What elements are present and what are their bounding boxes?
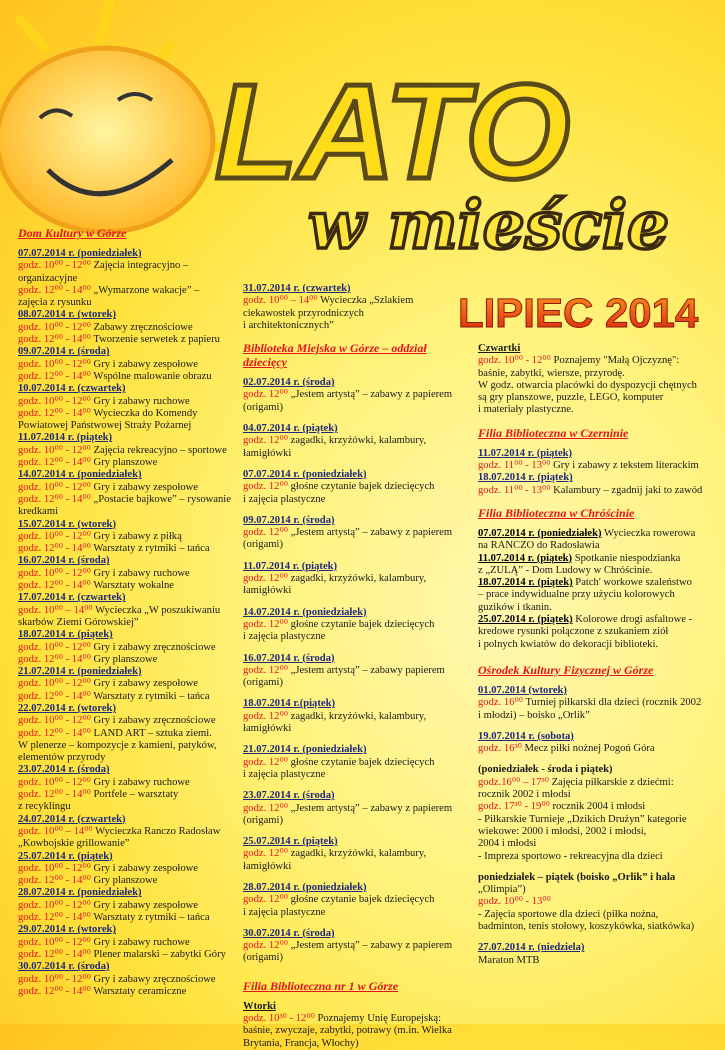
text-line: 17.07.2014 r. (czwartek): [18, 592, 126, 604]
text-line: łamigłówki: [243, 723, 292, 735]
text-line: wiekowe: 2000 i młodsi, 2002 i młodsi,: [478, 825, 647, 837]
text-line: godz. 10³⁰ - 12⁰⁰ Poznajemy Unię Europejską:: [243, 1013, 442, 1025]
text-line: godz. 12⁰⁰ „Jestem artystą” – zabawy z papierem: [243, 940, 453, 952]
text-line: „Olimpia”): [478, 884, 526, 896]
text-line: 21.07.2014 r. (poniedziałek): [18, 666, 142, 678]
text-line: godz. 12⁰⁰ - 14⁰⁰ Warsztaty z rytmiki – tańca: [18, 543, 210, 555]
section-heading-okf: Ośrodek Kultury Fizycznej w Górze: [478, 662, 654, 677]
text-line: łamigłówki: [243, 585, 292, 597]
text-line: godz. 10⁰⁰ - 12⁰⁰ Gry i zabawy ruchowe: [18, 776, 190, 788]
text-line: baśnie, zabytki, wiersze, przyrodę.: [478, 367, 625, 379]
text-line: z recyklingu: [18, 801, 71, 813]
text-line: i zajęcia plastyczne: [243, 493, 326, 505]
schedule-entry: [243, 698, 461, 735]
text-line: godz. 12⁰⁰ - 14⁰⁰ Gry planszowe: [18, 653, 158, 665]
text-line: (origami): [243, 401, 284, 413]
text-line: skarbów Ziemi Górowskiej”: [18, 616, 139, 628]
schedule-entry: [243, 607, 461, 644]
text-line: 31.07.2014 r. (czwartek): [243, 283, 351, 294]
section-heading-filia-1: Filia Biblioteczna nr 1 w Górze: [243, 978, 399, 993]
text-line: 28.07.2014 r. (poniedziałek): [18, 887, 142, 899]
text-line: 16.07.2014 r. (środa): [18, 555, 110, 567]
text-line: godz. 12⁰⁰ - 14⁰⁰ Warsztaty wokalne: [18, 580, 174, 592]
schedule-entry: [243, 790, 461, 827]
text-line: godz. 12⁰⁰ - 14⁰⁰ Plener malarski – zabytki Góry: [18, 948, 226, 960]
schedule-entry: [243, 744, 461, 781]
text-line: - Zajęcia sportowe dla dzieci (piłka nożna,: [478, 908, 659, 920]
text-line: godz. 12⁰⁰ zagadki, krzyżówki, kalambury,: [243, 435, 427, 447]
text-line: 21.07.2014 r. (poniedziałek): [243, 744, 367, 756]
text-line: 30.07.2014 r. (środa): [243, 927, 335, 939]
text-line: godz. 12⁰⁰ „Jestem artystą” – zabawy papierem: [243, 664, 445, 676]
schedule-entry: [243, 469, 461, 506]
text-line: godz. 10⁰⁰ - 12⁰⁰ Gry i zabawy ruchowe: [18, 395, 190, 407]
text-line: badminton, tenis stołowy, koszykówka, siatkówka): [478, 920, 695, 932]
text-line: 11.07.2014 r. (piątek): [18, 432, 113, 444]
schedule-entry: [243, 515, 461, 552]
text-line: godz. 10⁰⁰ - 12⁰⁰ Gry i zabawy ruchowe: [18, 567, 190, 579]
text-line: 27.07.2014 r. (niedziela): [478, 942, 585, 954]
text-line: W plenerze – kompozycje z kamieni, patyków,: [18, 739, 217, 751]
text-line: godz. 12⁰⁰ - 14⁰⁰ Wspólne malowanie obrazu: [18, 370, 212, 382]
text-line: Wtorki: [243, 1000, 276, 1012]
text-line: godz.16⁰⁰ – 17³⁰ Zajęcia piłkarskie z dziećmi:: [478, 776, 674, 788]
text-line: godz. 12⁰⁰ - 14⁰⁰ Tworzenie serwetek z papieru: [18, 334, 220, 346]
schedule-block: [478, 528, 714, 651]
text-line: 16.07.2014 r. (środa): [243, 652, 335, 664]
text-line: 04.07.2014 r. (piątek): [243, 423, 338, 435]
text-line: kredkami: [18, 506, 59, 518]
text-line: godz. 10⁰⁰ - 12⁰⁰ Gry i zabawy z piłką: [18, 530, 182, 542]
text-line: godz. 10⁰⁰ – 14⁰⁰ Wycieczka „W poszukiwaniu: [18, 604, 221, 616]
text-line: 2004 i młodsi: [478, 838, 537, 850]
text-line: 28.07.2014 r. (poniedziałek): [243, 881, 367, 893]
text-line: 29.07.2014 r. (wtorek): [18, 924, 116, 936]
text-line: 14.07.2014 r. (poniedziałek): [18, 469, 142, 481]
text-line: na RANCZO do Radosławia: [478, 540, 600, 552]
text-line: i młodzi) – boisko „Orlik”: [478, 709, 590, 721]
text-line: 30.07.2014 r. (środa): [18, 961, 110, 973]
text-line: z „ZULĄ” - Dom Ludowy w Chróścinie.: [478, 564, 653, 576]
schedule-block: [478, 731, 714, 756]
text-line: są gry planszowe, puzzle, LEGO, komputer: [478, 392, 664, 404]
sun-icon: [0, 2, 235, 232]
schedule-list: [18, 248, 240, 998]
text-line: i zajęcia plastyczne: [243, 906, 326, 918]
text-line: 14.07.2014 r. (poniedziałek): [243, 606, 367, 618]
column-dom-kultury: [18, 226, 240, 998]
schedule-entry: [243, 423, 461, 460]
text-line: godz. 10⁰⁰ - 12⁰⁰ Gry i zabawy zespołowe: [18, 358, 198, 370]
schedule-block: [478, 448, 714, 497]
text-line: - Piłkarskie Turnieje „Dzikich Drużyn” kategorie: [478, 813, 687, 825]
text-line: godz. 11⁰⁰ - 13⁰⁰ Gry i zabawy z tekstem literackim: [478, 460, 699, 472]
text-line: baśnie, zwyczaje, zabytki, potrawy (m.in. Wielka: [243, 1025, 452, 1037]
text-line: i architektonicznych”: [243, 319, 334, 331]
text-line: godz. 12⁰⁰ głośne czytanie bajek dziecięcych: [243, 618, 435, 630]
schedule-block: [478, 343, 714, 417]
text-line: 09.07.2014 r. (środa): [18, 346, 110, 358]
text-line: godz. 12⁰⁰ „Jestem artystą” – zabawy z papierem: [243, 802, 453, 814]
text-line: 23.07.2014 r. (środa): [18, 764, 110, 776]
section-heading-czernina: Filia Biblioteczna w Czerninie: [478, 425, 629, 440]
text-line: godz. 12⁰⁰ - 14⁰⁰ Warsztaty ceramiczne: [18, 985, 187, 997]
text-line: 24.07.2014 r. (czwartek): [18, 813, 126, 825]
text-line: godz. 10⁰⁰ – 14⁰⁰ Wycieczka „Szlakiem: [243, 295, 414, 307]
text-line: godz. 12⁰⁰ głośne czytanie bajek dziecięcych: [243, 481, 435, 493]
text-line: 11.07.2014 r. (piątek) Spotkanie niespodzianka: [478, 552, 681, 564]
text-line: - Impreza sportowo - rekreacyjna dla dzieci: [478, 850, 663, 862]
text-line: godz. 12⁰⁰ zagadki, krzyżówki, kalambury,: [243, 848, 427, 860]
text-line: godz. 10⁰⁰ - 12⁰⁰ Poznajemy "Małą Ojczyznę":: [478, 355, 680, 367]
text-line: godz. 10⁰⁰ - 12⁰⁰ Zabawy zręcznościowe: [18, 321, 193, 333]
text-line: zajęcia z rysunku: [18, 297, 92, 309]
text-line: Maraton MTB: [478, 954, 540, 966]
schedule-block: [478, 764, 714, 862]
text-line: Czwartki: [478, 343, 521, 354]
text-line: (origami): [243, 677, 284, 689]
text-line: godz. 10⁰⁰ – 14⁰⁰ Wycieczka Ranczo Radosław: [18, 825, 221, 837]
text-line: godz. 10⁰⁰ - 13⁰⁰: [478, 896, 551, 908]
schedule-block: [243, 283, 461, 332]
text-line: W godz. otwarcia placówki do dyspozycji chętnych: [478, 379, 697, 391]
text-line: guzików i tkanin.: [478, 601, 552, 613]
text-line: godz. 12⁰⁰ - 14⁰⁰ Warsztaty z rytmiki – tańca: [18, 690, 210, 702]
schedule-entry: [243, 928, 461, 965]
text-line: godz. 12⁰⁰ zagadki, krzyżówki, kalambury,: [243, 710, 427, 722]
text-line: godz. 10⁰⁰ - 12⁰⁰ Gry i zabawy zręcznościowe: [18, 973, 216, 985]
section-heading-biblioteka: Biblioteka Miejska w Górze – oddział dziecięcy: [243, 341, 427, 370]
schedule-entry: [243, 653, 461, 690]
text-line: i zajęcia plastyczne: [243, 631, 326, 643]
text-line: godz. 10⁰⁰ - 12⁰⁰ Gry i zabawy zespołowe: [18, 899, 198, 911]
section-heading-chroscina: Filia Biblioteczna w Chróścinie: [478, 505, 635, 520]
text-line: (poniedziałek - środa i piątek): [478, 764, 613, 776]
text-line: i polnych kwiatów do dekoracji biblioteki.: [478, 638, 659, 650]
schedule-list: [243, 377, 461, 965]
text-line: godz. 10⁰⁰ - 12⁰⁰ Gry i zabawy zręcznościowe: [18, 641, 216, 653]
text-line: godz. 10⁰⁰ - 12⁰⁰ Zajęcia integracyjno –: [18, 260, 189, 272]
text-line: (origami): [243, 952, 284, 964]
text-line: godz. 11⁰⁰ - 13⁰⁰ Kalambury – zgadnij jaki to zawód: [478, 484, 703, 496]
text-line: 02.07.2014 r. (środa): [243, 377, 335, 389]
text-line: godz. 12⁰⁰ „Jestem artystą” – zabawy z papierem: [243, 389, 453, 401]
text-line: godz. 12⁰⁰ - 14⁰⁰ „Postacie bajkowe” – rysowanie: [18, 493, 231, 505]
text-line: godz. 12⁰⁰ głośne czytanie bajek dziecięcych: [243, 756, 435, 768]
text-line: godz. 10⁰⁰ - 12⁰⁰ Gry i zabawy zespołowe: [18, 862, 198, 874]
text-line: 07.07.2014 r. (poniedziałek): [18, 248, 142, 259]
text-line: godz. 10⁰⁰ - 12⁰⁰ Gry i zabawy ruchowe: [18, 936, 190, 948]
text-line: poniedziałek – piątek (boisko „Orlik” i hala: [478, 871, 676, 883]
text-line: godz. 12⁰⁰ - 14⁰⁰ LAND ART – sztuka ziemi.: [18, 727, 212, 739]
text-line: „Kowbojskie grillowanie”: [18, 838, 130, 850]
text-line: kredowe rysunki połączone z szukaniem ziół: [478, 626, 669, 638]
text-line: godz. 12⁰⁰ - 14⁰⁰ „Wymarzone wakacje” –: [18, 284, 200, 296]
text-line: 01.07.2014 (wtorek): [478, 684, 567, 696]
text-line: 11.07.2014 r. (piątek): [243, 560, 338, 572]
text-line: 25.07.2014 r. (piątek): [18, 850, 113, 862]
text-line: organizacyjne: [18, 272, 78, 284]
banner-subtitle: w mieście: [308, 186, 670, 264]
text-line: i zajęcia plastyczne: [243, 768, 326, 780]
text-line: 22.07.2014 r. (wtorek): [18, 702, 116, 714]
text-line: godz. 12⁰⁰ - 14⁰⁰ Wycieczka do Komendy: [18, 407, 198, 419]
schedule-block: [478, 942, 714, 967]
text-line: (origami): [243, 814, 284, 826]
text-line: 09.07.2014 r. (środa): [243, 514, 335, 526]
text-line: godz. 10⁰⁰ - 12⁰⁰ Gry i zabawy zespołowe: [18, 678, 198, 690]
text-line: godz. 12⁰⁰ głośne czytanie bajek dziecięcych: [243, 894, 435, 906]
section-heading-dom-kultury: Dom Kultury w Górze: [18, 226, 127, 240]
text-line: 10.07.2014 r. (czwartek): [18, 383, 126, 395]
text-line: 11.07.2014 r. (piątek): [478, 447, 573, 459]
text-line: godz. 10⁰⁰ - 12⁰⁰ Gry i zabawy zespołowe: [18, 481, 198, 493]
text-line: 18.07.2014 r. (piątek): [478, 472, 573, 484]
text-line: rocznik 2002 i młodsi: [478, 789, 571, 801]
text-line: 08.07.2014 r. (wtorek): [18, 309, 116, 321]
text-line: Brytania, Francja, Włochy): [243, 1037, 359, 1049]
schedule-block: [478, 872, 714, 933]
text-line: godz. 17³⁰ - 19⁰⁰ rocznik 2004 i młodsi: [478, 801, 646, 813]
text-line: godz. 10⁰⁰ - 12⁰⁰ Zajęcia rekreacyjno – sportowe: [18, 444, 227, 456]
text-line: godz. 12⁰⁰ - 14⁰⁰ Warsztaty z rytmiki – tańca: [18, 912, 210, 924]
text-line: – prace indywidualne przy użyciu kolorowych: [478, 589, 675, 601]
text-line: godz. 10⁰⁰ - 12⁰⁰ Gry i zabawy zręcznościowe: [18, 715, 216, 727]
text-line: ciekawostek przyrodniczych: [243, 307, 364, 319]
text-line: (origami): [243, 539, 284, 551]
text-line: godz. 12⁰⁰ „Jestem artystą” – zabawy z papierem: [243, 527, 453, 539]
text-line: 18.07.2014 r.(piątek): [243, 698, 336, 710]
text-line: i materiały plastyczne.: [478, 404, 574, 416]
text-line: godz. 12⁰⁰ - 14⁰⁰ Gry planszowe: [18, 875, 158, 887]
text-line: 19.07.2014 r. (sobota): [478, 730, 574, 742]
text-line: 23.07.2014 r. (środa): [243, 790, 335, 802]
text-line: Powiatowej Państwowej Straży Pożarnej: [18, 420, 192, 432]
text-line: 25.07.2014 r. (piątek) Kolorowe drogi asfaltowe -: [478, 614, 693, 626]
text-line: 07.07.2014 r. (poniedziałek) Wycieczka rowerowa: [478, 527, 696, 539]
schedule-block: [243, 1001, 461, 1050]
text-line: godz. 16³⁰ Mecz piłki nożnej Pogoń Góra: [478, 743, 655, 755]
column-filie-okf: [478, 343, 714, 976]
text-line: łamigłówki: [243, 860, 292, 872]
text-line: łamigłówki: [243, 447, 292, 459]
text-line: 07.07.2014 r. (poniedziałek): [243, 468, 367, 480]
schedule-block: [478, 685, 714, 722]
banner-month: LIPIEC 2014: [458, 290, 699, 336]
text-line: godz. 16⁰⁰ Turniej piłkarski dla dzieci (rocznik 2002: [478, 697, 702, 709]
text-line: 18.07.2014 r. (piątek) Patch' workowe szaleństwo: [478, 577, 692, 589]
text-line: 15.07.2014 r. (wtorek): [18, 518, 116, 530]
text-line: godz. 12⁰⁰ - 14⁰⁰ Gry planszowe: [18, 457, 158, 469]
banner-title: LATO: [215, 56, 570, 207]
schedule-entry: [243, 561, 461, 598]
schedule-entry: [243, 377, 461, 414]
column-biblioteka: [243, 283, 461, 1050]
schedule-entry: [243, 882, 461, 919]
text-line: godz. 12⁰⁰ - 14⁰⁰ Portfele – warsztaty: [18, 789, 179, 801]
text-line: 18.07.2014 r. (piątek): [18, 629, 113, 641]
text-line: elementów przyrody: [18, 752, 106, 764]
schedule-entry: [243, 836, 461, 873]
text-line: godz. 12⁰⁰ zagadki, krzyżówki, kalambury,: [243, 573, 427, 585]
text-line: 25.07.2014 r. (piątek): [243, 836, 338, 848]
